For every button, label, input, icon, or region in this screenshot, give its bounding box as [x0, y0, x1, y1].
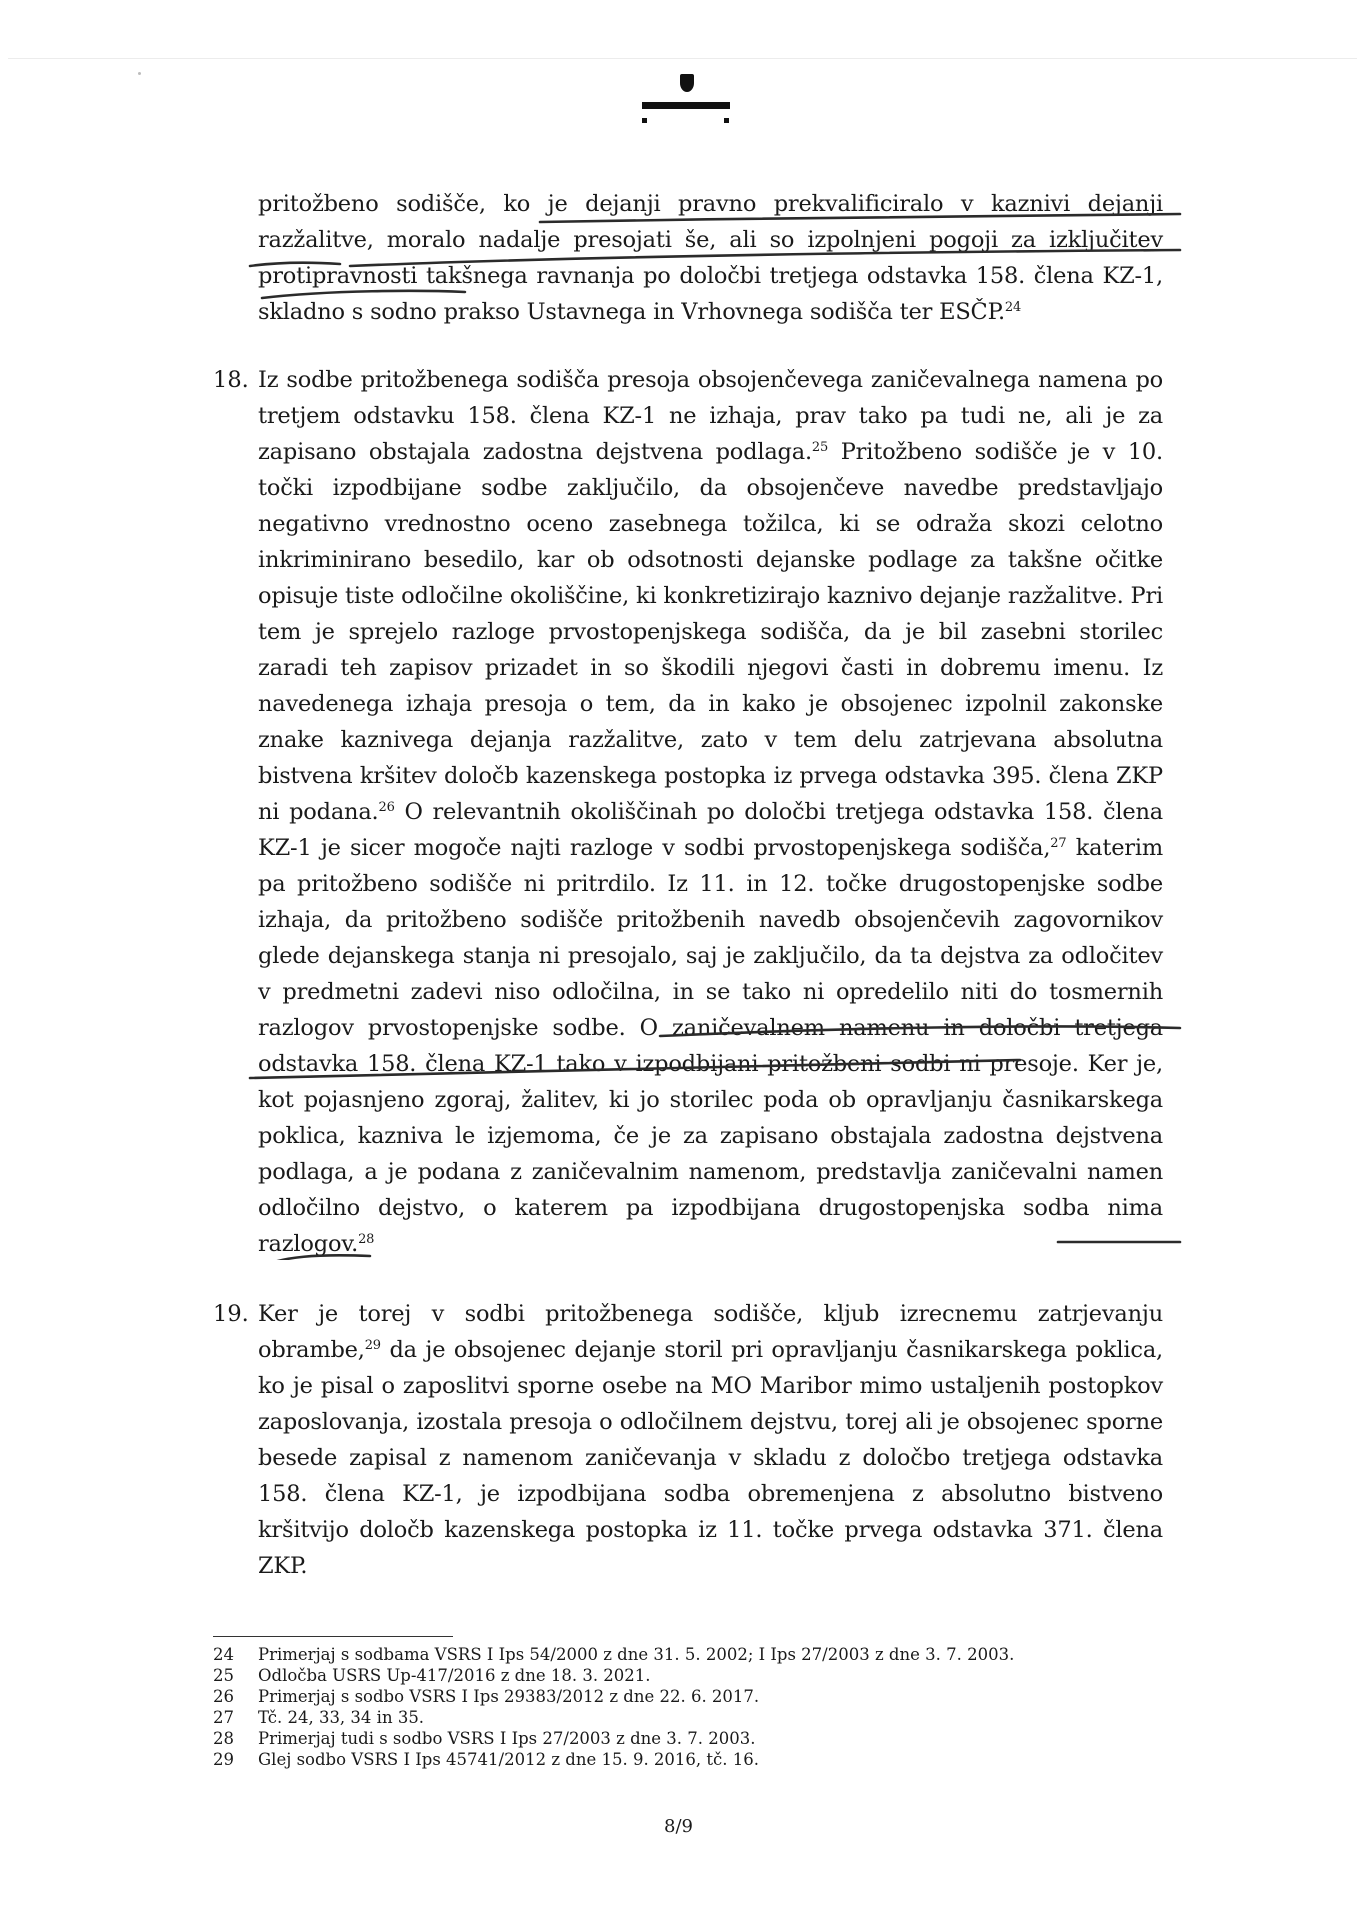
footnote-27 — [213, 1707, 1014, 1728]
footnote-24 — [213, 1644, 1014, 1665]
paragraph-text — [258, 362, 1163, 1262]
footnote-ref-26[interactable]: 26 — [378, 800, 395, 815]
footnote-text: Primerjaj s sodbo VSRS I Ips 29383/2012 z dne 22. 6. 2017. — [258, 1687, 760, 1706]
text-run: O relevantnih okoliščinah po določbi tretjega odstavka 158. člena KZ-1 je sicer mogoče najti razloge v sodbi prvostopenjskega sodišča, — [258, 799, 1163, 861]
emblem-foot-right — [724, 118, 729, 123]
emblem-bar — [642, 102, 730, 109]
footnote-number: 24 — [213, 1645, 234, 1664]
paragraph-19 — [213, 1296, 1163, 1584]
text-run: . Ker je, kot pojasnjeno zgoraj, žalitev, ki jo storilec poda ob opravljanju časnikarskega poklica, kazniva le izjemoma, če je za zapisano obstajala zadostna dejstvena podlaga, a je podana z zaničevalnim namenom, predstavlja zaničevalni namen odločilno dejstvo, o katerem pa izpodbijana drugostopenjska — [258, 1051, 1163, 1221]
continuation-paragraph — [258, 186, 1163, 330]
emblem-foot-left — [642, 118, 647, 123]
footnote-text: Primerjaj tudi s sodbo VSRS I Ips 27/2003 z dne 3. 7. 2003. — [258, 1729, 756, 1748]
footnote-ref-28[interactable]: 28 — [358, 1232, 375, 1247]
footnote-28 — [213, 1728, 1014, 1749]
text-run: da je obsojenec dejanje storil pri opravljanju časnikarskega poklica, ko je pisal o zaposlitvi sporne osebe na MO Maribor mimo ustaljenih postopkov zaposlovanja, izostala presoja o odločilnem dejstvu, torej ali je obsojenec sporne besede zapisal z namenom zaničevanja v skladu z določbo tretjega odstavka 158. člena KZ-1, je izpodbijana sodba obremenjena z absolutno bistveno kršitvijo določb kazenskega postopka iz 11. točke prvega odstavka 371. člena ZKP. — [258, 1337, 1163, 1579]
text-run: katerim pa pritožbeno sodišče ni pritrdilo. Iz 11. in 12. točke drugostopenjske sodbe izhaja, da pritožbeno sodišče pritožbenih navedb obsojenčevih zagovornikov glede dejanskega stanja ni presojalo, saj je zaključilo, da ta dejstva za odločitev v predmetni zadevi niso odločilna, in se tako ni opredelilo niti do tosmernih razlogov prvostopenjske sodbe. — [258, 835, 1163, 1041]
emblem-shield — [680, 74, 694, 92]
footnote-ref-24[interactable]: 24 — [1004, 300, 1022, 315]
footnote-text: Odločba USRS Up-417/2016 z dne 18. 3. 2021. — [258, 1666, 651, 1685]
text-run: Iz sodbe pritožbenega sodišča presoja obsojenčevega zaničevalnega namena po tretjem odstavku 158. člena KZ-1 ne izhaja, prav tako pa tudi ne, ali je za zapisano obstajala zadostna dejstvena podlaga. — [258, 367, 1163, 465]
scan-edge-line — [8, 58, 1357, 59]
paragraph-18 — [213, 362, 1163, 1262]
handwritten-underline-1: ko je dejanji pravno prekvalificiralo v kaznivi dejanji razžalitve, moralo nadalje presojati še, ali so izpolnjeni pogoji za izključitev protipravnosti takšnega — [258, 191, 1163, 289]
continuation-text-before: pritožbeno sodišče, — [258, 191, 504, 217]
footnote-separator — [213, 1636, 453, 1637]
footnote-number: 26 — [213, 1687, 234, 1706]
footnote-number: 27 — [213, 1708, 234, 1727]
handwritten-underline-3: sodba nima razlogov. — [258, 1195, 1163, 1257]
scan-artifact — [138, 72, 141, 75]
handwritten-underline-2: O zaničevalnem namenu in določbi tretjega odstavka 158. člena KZ-1 tako v izpodbijani pritožbeni sodbi ni presoje — [258, 1015, 1163, 1077]
footnote-number: 29 — [213, 1750, 234, 1769]
paragraph-number: 18. — [213, 367, 249, 393]
continuation-text-after: ravnanja po določbi tretjega odstavka 158. člena KZ-1, skladno s sodno prakso Ustavnega in Vrhovnega sodišča ter ESČP. — [258, 263, 1163, 325]
footnotes — [213, 1644, 1014, 1770]
paragraph-number: 19. — [213, 1301, 249, 1327]
paragraph-text — [258, 1296, 1163, 1584]
footnote-ref-25[interactable]: 25 — [811, 440, 829, 455]
footnote-ref-27[interactable]: 27 — [1050, 836, 1067, 851]
footnote-number: 25 — [213, 1666, 234, 1685]
footnote-29 — [213, 1749, 1014, 1770]
footnote-25 — [213, 1665, 1014, 1686]
page-number: 8/9 — [664, 1816, 693, 1837]
court-emblem-icon — [640, 70, 740, 130]
footnote-text: Glej sodbo VSRS I Ips 45741/2012 z dne 15. 9. 2016, tč. 16. — [258, 1750, 760, 1769]
footnote-ref-29[interactable]: 29 — [364, 1338, 381, 1353]
footnote-text: Tč. 24, 33, 34 in 35. — [258, 1708, 425, 1727]
text-run: Ker je torej v sodbi pritožbenega sodišče, kljub izrecnemu zatrjevanju obrambe, — [258, 1301, 1163, 1363]
footnote-26 — [213, 1686, 1014, 1707]
text-run: Pritožbeno sodišče je v 10. točki izpodbijane sodbe zaključilo, da obsojenčeve navedbe predstavljajo negativno vrednostno oceno zasebnega tožilca, ki se odraža skozi celotno inkriminirano besedilo, kar ob odsotnosti dejanske podlage za takšne očitke opisuje tiste odločilne okoliščine, ki konkretizirajo kaznivo dejanje razžalitve. Pri tem je sprejelo razloge prvostopenjskega sodišča, da je bil zasebni storilec zaradi teh zapisov prizadet in so škodili njegovi časti in dobremu imenu. Iz navedenega izhaja presoja o tem, da in kako je obsojenec izpolnil zakonske znake kaznivega dejanja razžalitve, zato v tem delu zatrjevana absolutna bistvena kršitev določb kazenskega postopka iz prvega odstavka 395. člena ZKP ni podana. — [258, 439, 1164, 825]
footnote-number: 28 — [213, 1729, 234, 1748]
footnote-text: Primerjaj s sodbama VSRS I Ips 54/2000 z dne 31. 5. 2002; I Ips 27/2003 z dne 3. 7. 2003. — [258, 1645, 1015, 1664]
